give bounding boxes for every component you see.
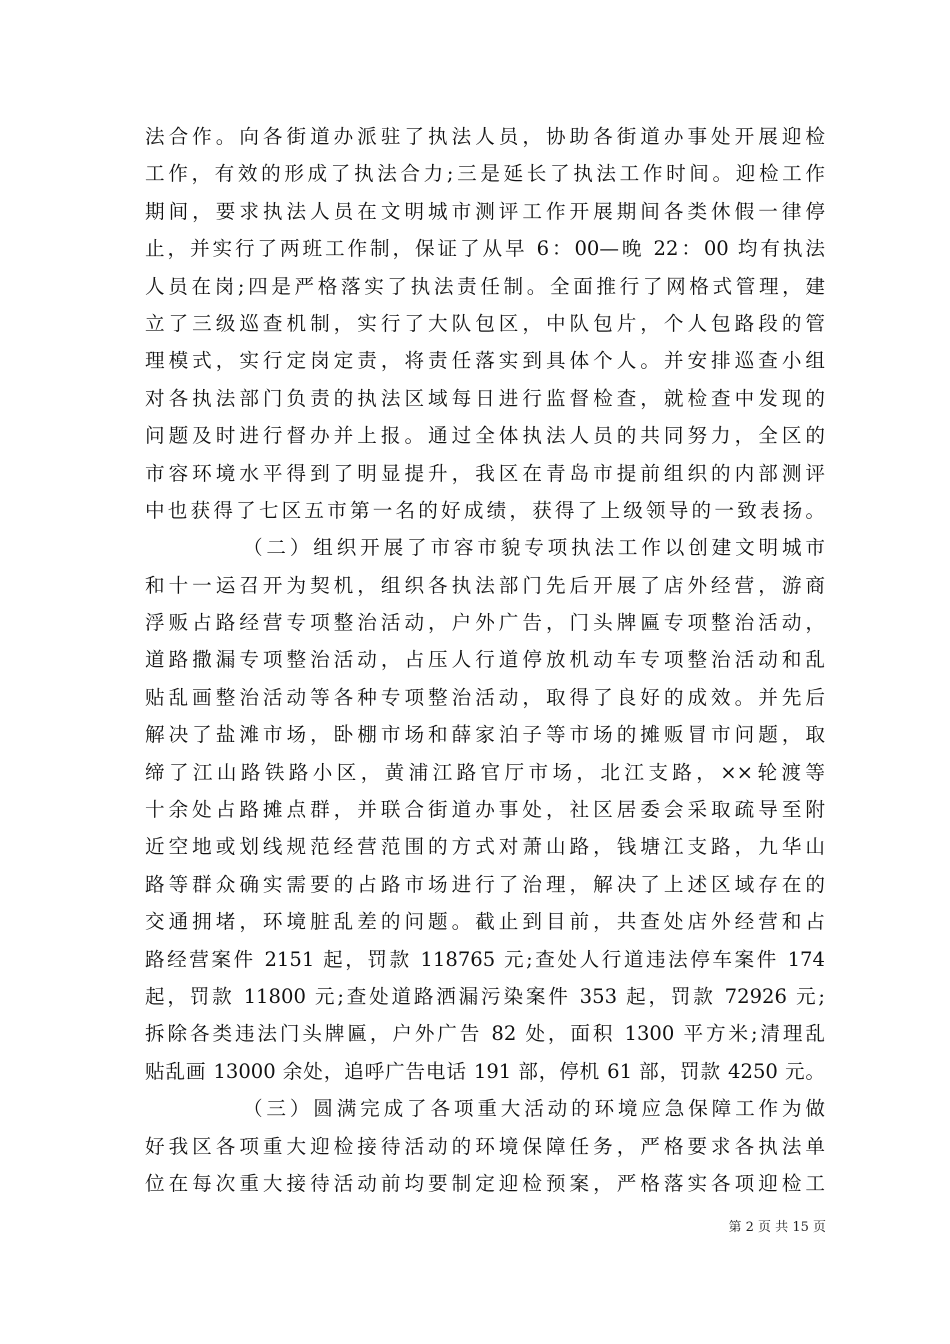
text-line: 立了三级巡查机制，实行了大队包区，中队包片，个人包路段的管 [145,311,825,335]
text-line: 十余处占路摊点群，并联合街道办事处，社区居委会采取疏导至附 [145,798,825,822]
body-text [145,118,825,1202]
text-line: 解决了盐滩市场，卧棚市场和薛家泊子等市场的摊贩冒市问题，取 [145,723,825,747]
text-line: 对各执法部门负责的执法区域每日进行监督检查，就检查中发现的 [145,386,825,410]
text-line: 中也获得了七区五市第一名的好成绩，获得了上级领导的一致表扬。 [145,498,825,522]
text-line: 理模式，实行定岗定责，将责任落实到具体个人。并安排巡查小组 [145,349,825,373]
text-line: 止，并实行了两班工作制，保证了从早 6：00—晚 22：00 均有执法 [145,237,825,261]
text-line: 路等群众确实需要的占路市场进行了治理，解决了上述区域存在的 [145,872,825,896]
text-line: 法合作。向各街道办派驻了执法人员，协助各街道办事处开展迎检 [145,125,825,148]
text-line: 贴乱画 13000 余处，追呼广告电话 191 部，停机 61 部，罚款 4250 元。 [145,1059,825,1083]
text-line: 缔了江山路铁路小区，黄浦江路官厅市场，北江支路，××轮渡等 [145,760,825,784]
text-line: 浮贩占路经营专项整治活动，户外广告，门头牌匾专项整治活动， [145,611,825,635]
text-line: 市容环境水平得到了明显提升，我区在青岛市提前组织的内部测评 [145,461,825,485]
text-line: 和十一运召开为契机，组织各执法部门先后开展了店外经营，游商 [145,573,825,597]
text-line: 近空地或划线规范经营范围的方式对萧山路，钱塘江支路，九华山 [145,835,825,859]
text-line: 道路撒漏专项整治活动，占压人行道停放机动车专项整治活动和乱 [145,648,825,672]
text-line: 起，罚款 11800 元;查处道路洒漏污染案件 353 起，罚款 72926 元; [145,984,825,1008]
paragraph-2 [145,529,825,1090]
text-line: 拆除各类违法门头牌匾，户外广告 82 处，面积 1300 平方米;清理乱 [145,1022,825,1046]
page-number-footer: 第 2 页 共 15 页 [728,1220,826,1235]
text-line: 路经营案件 2151 起，罚款 118765 元;查处人行道违法停车案件 174 [145,947,825,971]
text-line: 贴乱画整治活动等各种专项整治活动，取得了良好的成效。并先后 [145,685,825,709]
section-heading-line: （二）组织开展了市容市貌专项执法工作以创建文明城市 [243,536,825,560]
text-line: 交通拥堵，环境脏乱差的问题。截止到目前，共查处店外经营和占 [145,910,825,934]
text-line: 问题及时进行督办并上报。通过全体执法人员的共同努力，全区的 [145,424,825,448]
section-heading-line: （三）圆满完成了各项重大活动的环境应急保障工作为做 [243,1097,825,1121]
text-line: 工作，有效的形成了执法合力;三是延长了执法工作时间。迎检工作 [145,162,825,186]
text-line: 期间，要求执法人员在文明城市测评工作开展期间各类休假一律停 [145,199,825,223]
text-line: 位在每次重大接待活动前均要制定迎检预案，严格落实各项迎检工 [145,1171,825,1195]
text-line: 好我区各项重大迎检接待活动的环境保障任务，严格要求各执法单 [145,1134,825,1158]
paragraph-1 [145,118,825,529]
paragraph-3 [145,1090,825,1202]
text-line: 人员在岗;四是严格落实了执法责任制。全面推行了网格式管理，建 [145,274,825,298]
